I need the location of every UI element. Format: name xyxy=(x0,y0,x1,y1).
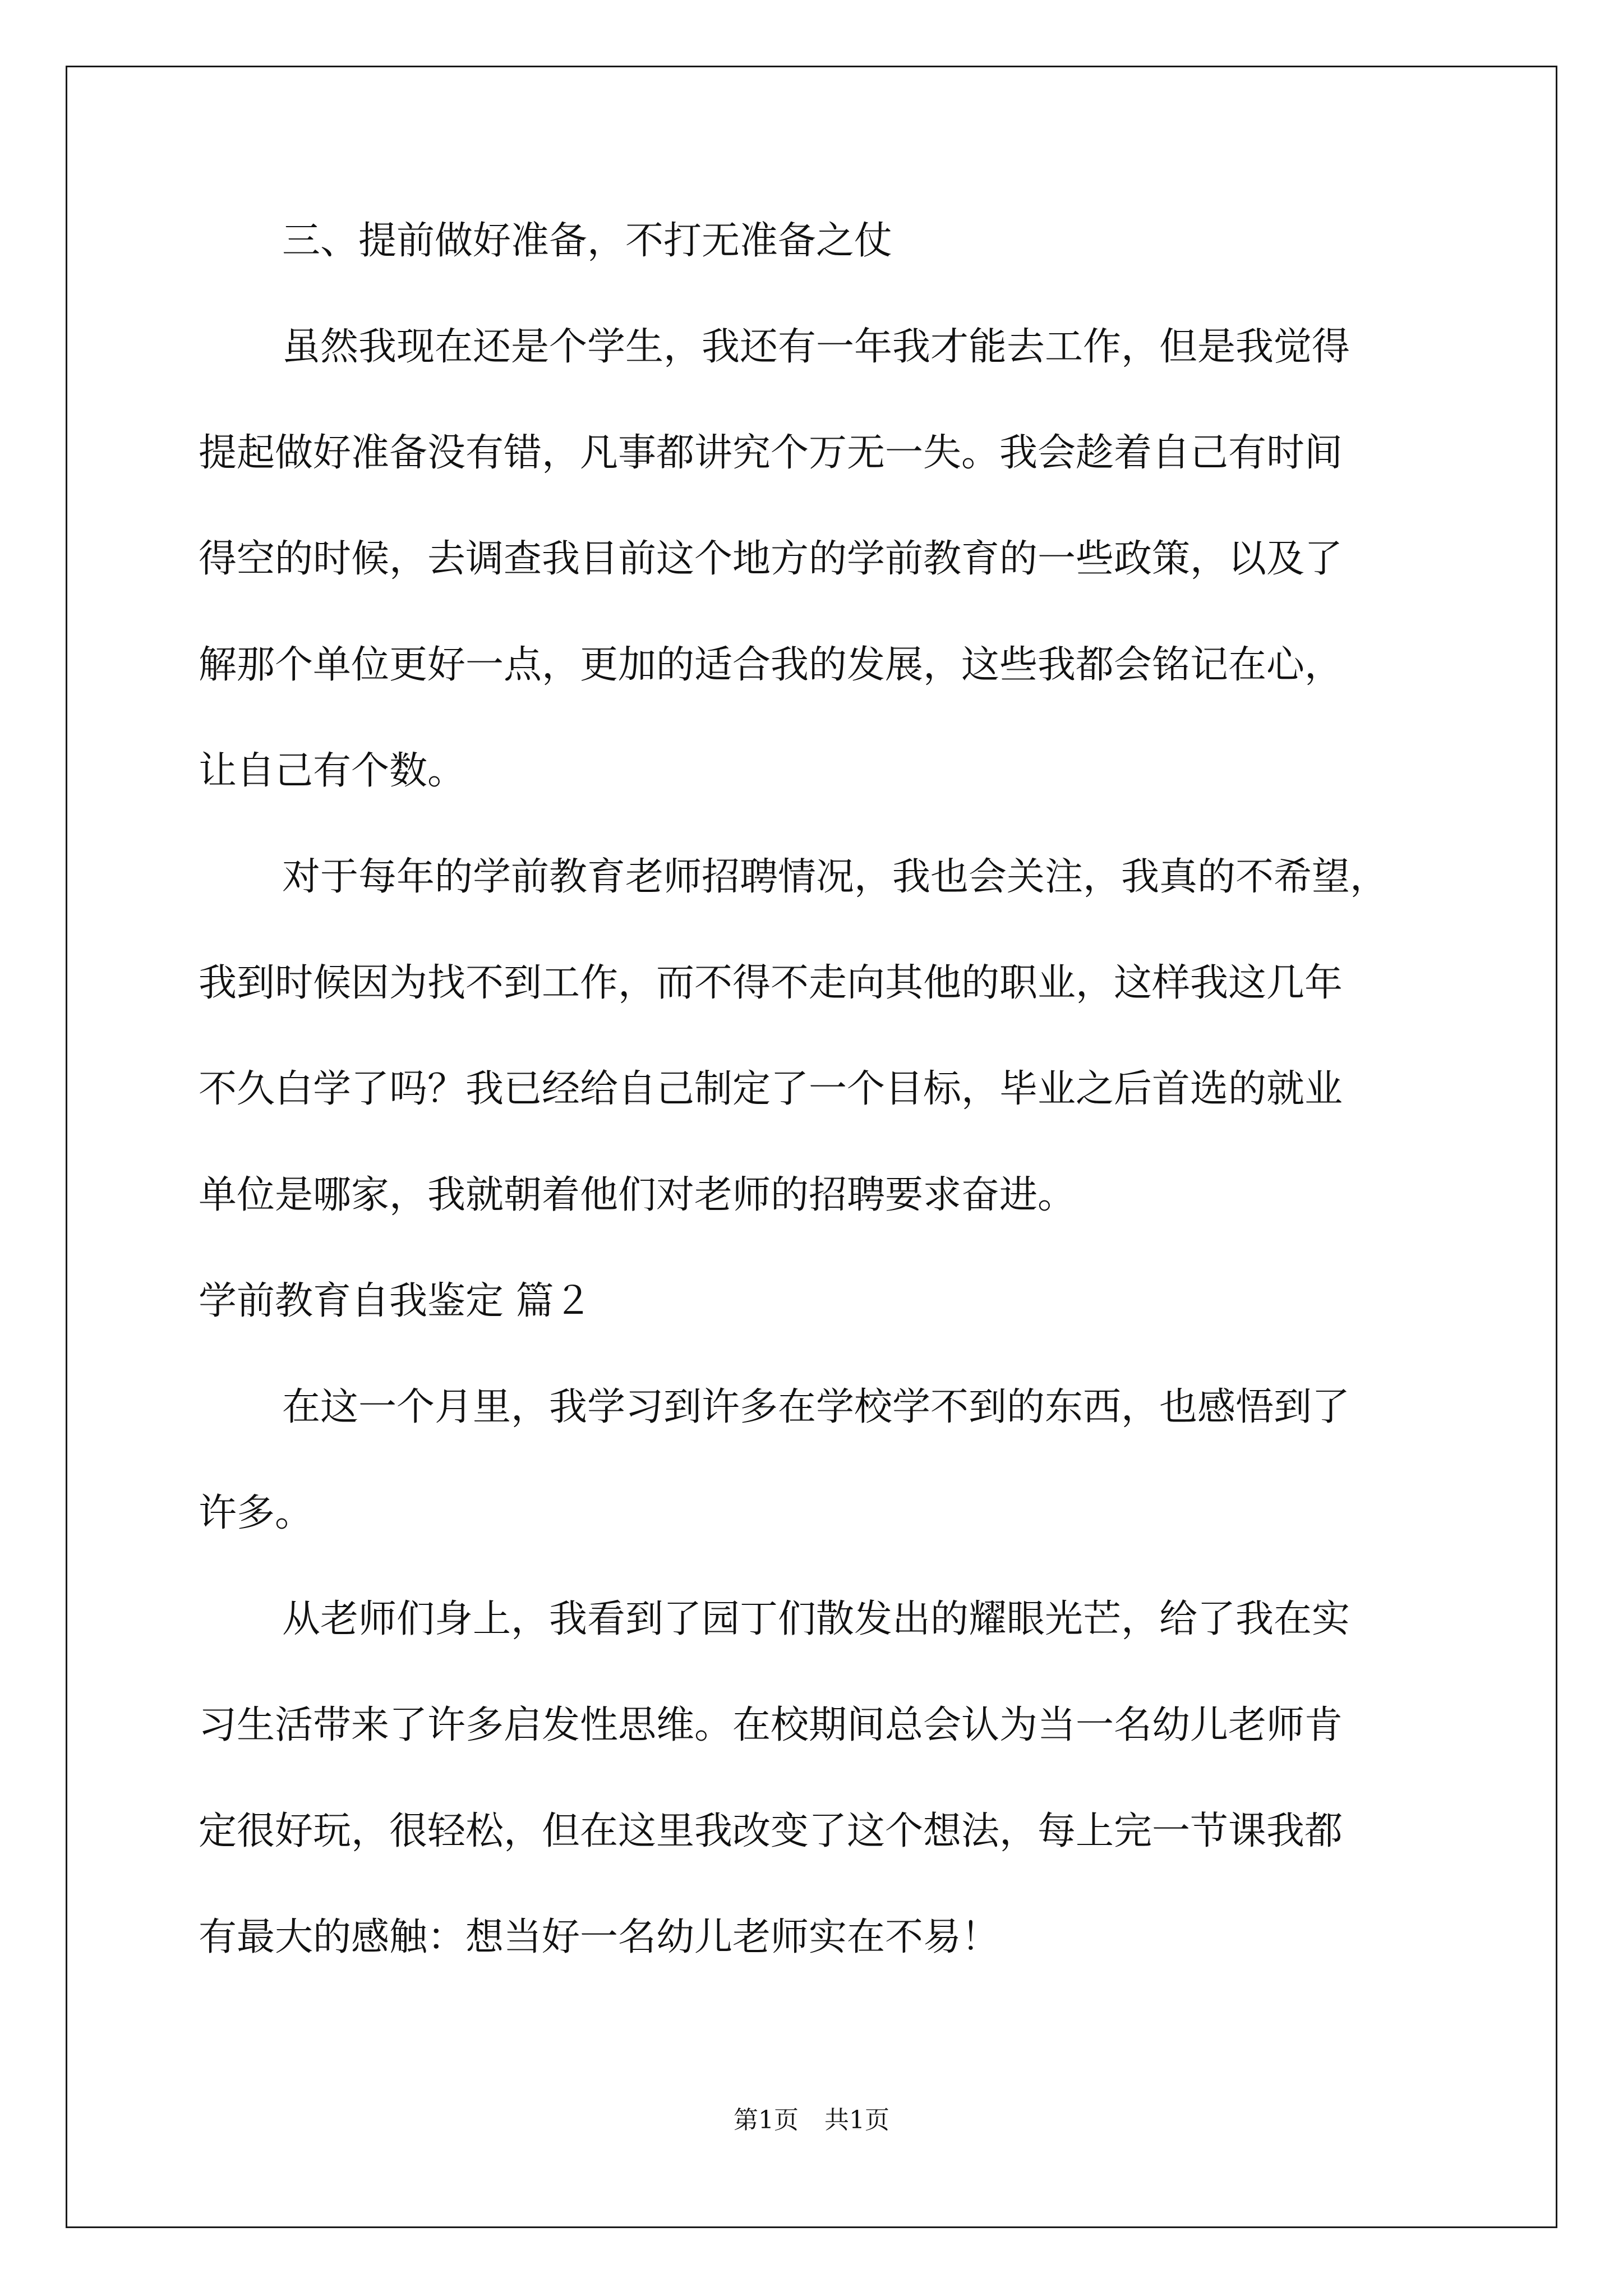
paragraph-4 xyxy=(199,1597,1432,2021)
paragraph-line: 从老师们身上，我看到了园丁们散发出的耀眼光芒，给了我在实 xyxy=(282,1597,1350,1641)
article-title: 学前教育自我鉴定 篇２ xyxy=(199,1279,592,1323)
paragraph-1 xyxy=(199,325,1432,855)
paragraph-line: 让自己有个数。 xyxy=(199,749,466,793)
paragraph-line: 有最大的感触：想当好一名幼儿老师实在不易！ xyxy=(199,1915,1000,1959)
paragraph-line: 虽然我现在还是个学生，我还有一年我才能去工作，但是我觉得 xyxy=(282,325,1350,369)
paragraph-2 xyxy=(199,855,1432,1279)
paragraph-line: 许多。 xyxy=(199,1491,313,1535)
paragraph-line: 我到时候因为找不到工作，而不得不走向其他的职业，这样我这几年 xyxy=(199,961,1343,1005)
page-footer xyxy=(0,2106,1623,2134)
paragraph-line: 提起做好准备没有错，凡事都讲究个万无一失。我会趁着自己有时间 xyxy=(199,431,1343,475)
paragraph-line: 定很好玩，很轻松，但在这里我改变了这个想法，每上完一节课我都 xyxy=(199,1809,1343,1853)
paragraph-3 xyxy=(199,1385,1432,1597)
paragraph-line: 解那个单位更好一点，更加的适合我的发展，这些我都会铭记在心， xyxy=(199,643,1343,687)
paragraph-line: 得空的时候，去调查我目前这个地方的学前教育的一些政策，以及了 xyxy=(199,537,1343,581)
section-heading: 三、提前做好准备，不打无准备之仗 xyxy=(282,219,893,263)
paragraph-line: 单位是哪家，我就朝着他们对老师的招聘要求奋进。 xyxy=(199,1173,1076,1217)
paragraph-line: 不久白学了吗？我已经给自己制定了一个目标，毕业之后首选的就业 xyxy=(199,1067,1343,1111)
page-total: 共1页 xyxy=(824,2106,889,2134)
page-number: 第1页 xyxy=(734,2106,799,2134)
paragraph-line: 对于每年的学前教育老师招聘情况，我也会关注，我真的不希望， xyxy=(282,855,1389,899)
document-body xyxy=(199,219,1432,2021)
paragraph-line: 在这一个月里，我学习到许多在学校学不到的东西，也感悟到了 xyxy=(282,1385,1350,1429)
paragraph-line: 习生活带来了许多启发性思维。在校期间总会认为当一名幼儿老师肯 xyxy=(199,1703,1343,1747)
